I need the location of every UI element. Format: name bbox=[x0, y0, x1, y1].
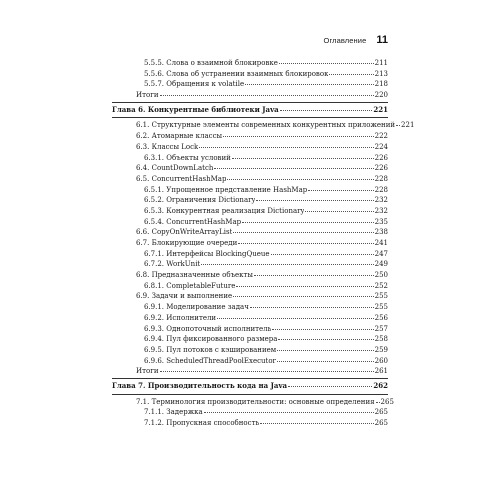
toc-entry-page: 265 bbox=[374, 408, 388, 417]
dot-leader bbox=[233, 295, 373, 297]
toc-entry-page: 238 bbox=[374, 228, 388, 237]
toc-entry bbox=[112, 302, 388, 313]
dot-leader bbox=[280, 109, 373, 111]
toc-entry bbox=[112, 153, 388, 164]
dot-leader bbox=[223, 135, 374, 137]
chapter-rule-top bbox=[112, 378, 388, 379]
toc-entry-title: 6.9.6. ScheduledThreadPoolExecutor bbox=[144, 356, 276, 365]
toc-entry-page: 259 bbox=[374, 345, 388, 354]
toc-entry-page: 228 bbox=[374, 185, 388, 194]
toc-entry bbox=[112, 185, 388, 196]
toc-entry-page: 261 bbox=[374, 367, 388, 376]
toc-entry bbox=[112, 227, 388, 238]
toc-entry bbox=[112, 90, 388, 101]
dot-leader bbox=[160, 370, 374, 372]
toc-entry bbox=[112, 291, 388, 302]
toc-entry-page: 211 bbox=[374, 59, 388, 67]
toc-entry-title: 6.9.2. Исполнители bbox=[144, 313, 217, 322]
toc-entry bbox=[112, 217, 388, 228]
toc-chapter-entry bbox=[112, 105, 388, 116]
toc-entry bbox=[112, 206, 388, 217]
dot-leader bbox=[245, 83, 374, 85]
toc-entry-page: 241 bbox=[374, 239, 388, 247]
toc-entry-title: 5.5.6. Слова об устранении взаимных блокировок bbox=[144, 69, 329, 78]
toc-entry-page: 265 bbox=[380, 397, 394, 406]
toc-entry-title: 6.3. Классы Lock bbox=[136, 142, 199, 151]
toc-entry-title: 6.7. Блокирующие очереди bbox=[136, 239, 238, 247]
toc-entry-page: 255 bbox=[374, 292, 388, 301]
toc-entry-title: 6.5.2. Ограничения Dictionary bbox=[144, 196, 256, 205]
toc-chapter-entry bbox=[112, 381, 388, 392]
toc-entry-title: Глава 6. Конкурентные библиотеки Java bbox=[112, 105, 279, 115]
toc-entry-title: 6.5.4. ConcurrentHashMap bbox=[144, 217, 242, 226]
toc-entry bbox=[112, 366, 388, 377]
dot-leader bbox=[272, 328, 373, 330]
dot-leader bbox=[329, 73, 373, 75]
dot-leader bbox=[277, 349, 373, 351]
toc-entry-title: 7.1. Терминология производительности: основные определения bbox=[136, 397, 375, 406]
toc-entry-page: 247 bbox=[374, 249, 388, 258]
toc-entry-title: 5.5.5. Слова о взаимной блокировке bbox=[144, 59, 278, 67]
toc-entry-page: 232 bbox=[374, 196, 388, 205]
toc-entry-page: 252 bbox=[374, 281, 388, 290]
toc-entry-page: 221 bbox=[401, 121, 415, 130]
chapter-rule-bottom bbox=[112, 394, 388, 395]
dot-leader bbox=[250, 306, 374, 308]
toc-entry bbox=[112, 249, 388, 260]
toc-entry bbox=[112, 334, 388, 345]
dot-leader bbox=[232, 157, 374, 159]
toc-entry-page: 213 bbox=[374, 69, 388, 78]
toc-entry-page: 235 bbox=[374, 217, 388, 226]
dot-leader bbox=[199, 146, 373, 148]
toc-entry-page: 258 bbox=[374, 335, 388, 344]
toc-entry-page: 226 bbox=[374, 153, 388, 162]
toc-entry bbox=[112, 281, 388, 292]
toc-entry-page: 256 bbox=[374, 313, 388, 322]
toc-entry-title: 6.6. CopyOnWriteArrayList bbox=[136, 228, 233, 237]
dot-leader bbox=[305, 210, 373, 212]
toc-entry-page: 257 bbox=[374, 324, 388, 333]
toc-entry-title: 6.9.3. Однопоточный исполнитель bbox=[144, 324, 272, 333]
toc-entry-page: 260 bbox=[374, 356, 388, 365]
toc-entry-title: Итоги bbox=[136, 367, 159, 376]
dot-leader bbox=[238, 242, 373, 244]
dot-leader bbox=[160, 94, 374, 96]
toc-entry-page: 220 bbox=[374, 91, 388, 100]
dot-leader bbox=[227, 178, 373, 180]
dot-leader bbox=[376, 401, 380, 403]
toc-entry bbox=[112, 131, 388, 142]
toc-entry-title: 6.8.1. CompletableFuture bbox=[144, 281, 236, 290]
toc-entry-page: 232 bbox=[374, 206, 388, 215]
toc-entry-page: 249 bbox=[374, 260, 388, 269]
toc-entry bbox=[112, 195, 388, 206]
toc-entry-title: 6.4. CountDownLatch bbox=[136, 164, 214, 173]
dot-leader bbox=[256, 199, 373, 201]
toc-entry-title: 5.5.7. Обращения к volatile bbox=[144, 80, 245, 89]
toc-entry-title: 6.5.3. Конкурентная реализация Dictionary bbox=[144, 206, 305, 215]
toc-entry-title: 6.8. Предназначенные объекты bbox=[136, 271, 254, 280]
dot-leader bbox=[233, 231, 373, 233]
dot-leader bbox=[277, 360, 374, 362]
chapter-rule-top bbox=[112, 102, 388, 103]
toc-entry-page: 218 bbox=[374, 80, 388, 89]
toc-entry-title: Глава 7. Производительность кода на Java bbox=[112, 381, 288, 391]
toc-entry-title: Итоги bbox=[136, 91, 159, 100]
toc-entry bbox=[112, 142, 388, 153]
toc-entry-title: 6.2. Атомарные классы bbox=[136, 132, 223, 141]
toc-entry-page: 222 bbox=[374, 132, 388, 141]
dot-leader bbox=[288, 385, 372, 387]
toc-entry bbox=[112, 120, 415, 131]
toc-entry-page: 262 bbox=[373, 381, 388, 391]
toc-entry bbox=[112, 79, 388, 90]
toc-entry-title: 6.7.2. WorkUnit bbox=[144, 260, 201, 269]
dot-leader bbox=[260, 422, 373, 424]
toc-entry-title: 7.1.1. Задержка bbox=[144, 408, 203, 417]
toc-entry bbox=[112, 238, 388, 249]
dot-leader bbox=[214, 167, 373, 169]
toc-entry bbox=[112, 174, 388, 185]
toc-entry-title: 7.1.2. Пропускная способность bbox=[144, 419, 260, 427]
toc-entry bbox=[112, 58, 388, 69]
toc-entry bbox=[112, 313, 388, 324]
toc-entry bbox=[112, 163, 388, 174]
toc-entry-page: 226 bbox=[374, 164, 388, 173]
page-number: 11 bbox=[376, 34, 388, 46]
toc-entry-title: 6.7.1. Интерфейсы BlockingQueue bbox=[144, 249, 270, 258]
dot-leader bbox=[254, 274, 374, 276]
toc-entry bbox=[112, 69, 388, 80]
dot-leader bbox=[217, 317, 374, 319]
toc-entry bbox=[112, 345, 388, 356]
toc-entry-page: 250 bbox=[374, 271, 388, 280]
dot-leader bbox=[271, 253, 374, 255]
running-head bbox=[112, 34, 388, 50]
toc-entry-title: 6.9.5. Пул потоков с кэшированием bbox=[144, 345, 277, 354]
toc-entry bbox=[112, 397, 394, 408]
toc-entry-title: 6.9. Задачи и выполнение bbox=[136, 292, 233, 301]
toc-entry-page: 221 bbox=[373, 105, 388, 115]
toc-entry-title: 6.5. ConcurrentHashMap bbox=[136, 174, 227, 183]
dot-leader bbox=[279, 62, 374, 64]
dot-leader bbox=[308, 189, 373, 191]
toc-entry bbox=[112, 324, 388, 335]
toc-entry bbox=[112, 407, 388, 418]
table-of-contents bbox=[112, 58, 415, 429]
section-title: Оглавление bbox=[323, 36, 367, 45]
toc-entry-page: 255 bbox=[374, 303, 388, 312]
toc-entry-title: 6.9.4. Пул фиксированного размера bbox=[144, 335, 278, 344]
toc-entry bbox=[112, 356, 388, 367]
dot-leader bbox=[236, 285, 373, 287]
toc-entry-title: 6.3.1. Объекты условий bbox=[144, 153, 231, 162]
dot-leader bbox=[242, 221, 374, 223]
chapter-rule-bottom bbox=[112, 117, 388, 118]
dot-leader bbox=[201, 263, 373, 265]
dot-leader bbox=[278, 338, 373, 340]
toc-entry-page: 228 bbox=[374, 174, 388, 183]
toc-entry-page: 224 bbox=[374, 142, 388, 151]
toc-entry bbox=[112, 270, 388, 281]
dot-leader bbox=[396, 124, 400, 126]
toc-entry-title: 6.9.1. Моделирование задач bbox=[144, 303, 249, 312]
toc-entry bbox=[112, 418, 388, 429]
toc-entry-title: 6.5.1. Упрощенное представление HashMap bbox=[144, 185, 308, 194]
toc-entry-page: 265 bbox=[374, 419, 388, 427]
toc-entry bbox=[112, 259, 388, 270]
dot-leader bbox=[204, 411, 374, 413]
toc-entry-title: 6.1. Структурные элементы современных конкурентных приложений bbox=[136, 121, 396, 130]
